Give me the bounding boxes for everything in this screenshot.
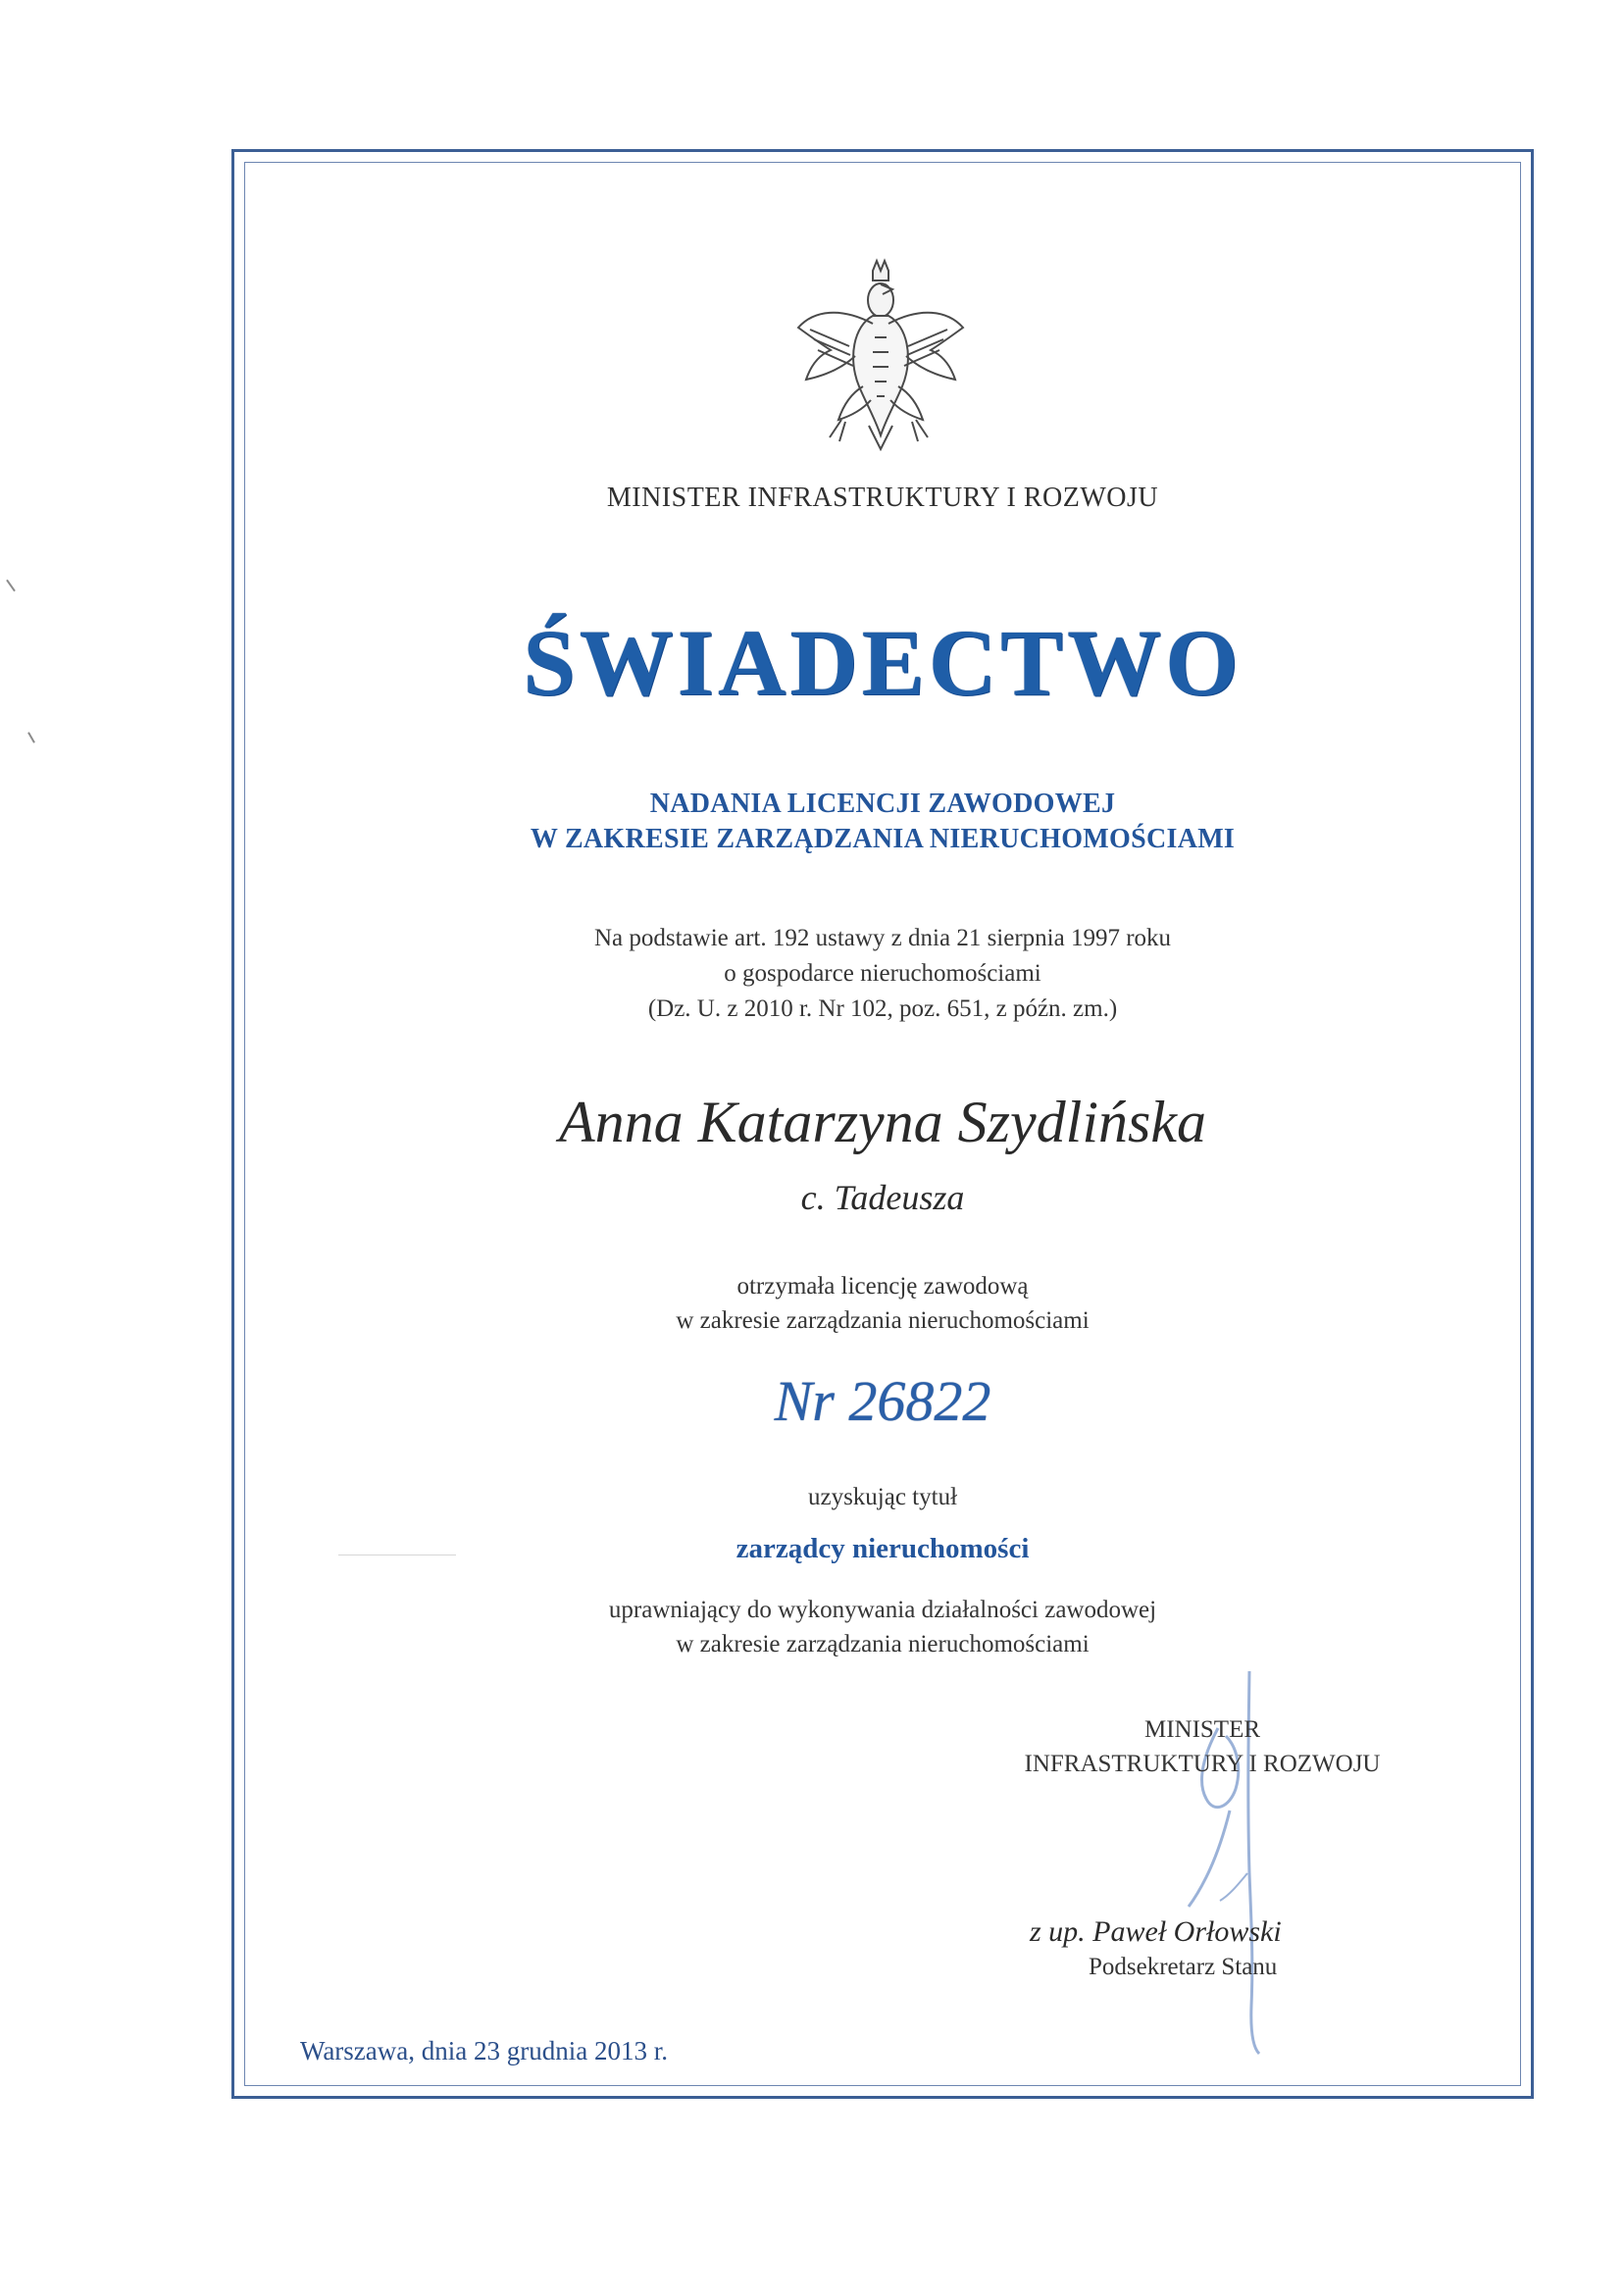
signature-block-line2: INFRASTRUKTURY I ROZWOJU xyxy=(1024,1751,1381,1777)
signer-name: z up. Paweł Orłowski xyxy=(1030,1915,1282,1948)
place-and-date: Warszawa, dnia 23 grudnia 2013 r. xyxy=(300,2036,668,2065)
received-license-line1: otrzymała licencję zawodową xyxy=(736,1273,1029,1300)
title-intro: uzyskując tytuł xyxy=(807,1484,958,1510)
legal-basis-line1: Na podstawie art. 192 ustawy z dnia 21 sierpnia 1997 roku xyxy=(593,925,1172,951)
polish-eagle-emblem-icon xyxy=(790,257,967,451)
scan-artifact xyxy=(6,580,16,592)
entitlement-line1: uprawniający do wykonywania działalności zawodowej xyxy=(608,1597,1157,1623)
legal-basis-line2: o gospodarce nieruchomościami xyxy=(724,960,1041,987)
legal-basis-line3: (Dz. U. z 2010 r. Nr 102, poz. 651, z późn. zm.) xyxy=(647,995,1118,1022)
issuer-heading: MINISTER INFRASTRUKTURY I ROZWOJU xyxy=(606,483,1159,513)
scan-artifact xyxy=(27,732,35,742)
signature-block-line1: MINISTER xyxy=(1143,1716,1261,1743)
license-holder-name: Anna Katarzyna Szydlińska xyxy=(559,1090,1206,1154)
license-number: Nr 26822 xyxy=(774,1369,991,1433)
certificate-title: ŚWIADECTWO xyxy=(523,610,1243,715)
certificate-subtitle-line1: NADANIA LICENCJI ZAWODOWEJ xyxy=(649,789,1116,819)
license-holder-parent: c. Tadeusza xyxy=(800,1178,965,1217)
signer-role: Podsekretarz Stanu xyxy=(1089,1954,1278,1980)
received-license-line2: w zakresie zarządzania nieruchomościami xyxy=(676,1307,1090,1334)
professional-title: zarządcy nieruchomości xyxy=(736,1533,1030,1564)
certificate-subtitle-line2: W ZAKRESIE ZARZĄDZANIA NIERUCHOMOŚCIAMI xyxy=(530,824,1236,854)
entitlement-line2: w zakresie zarządzania nieruchomościami xyxy=(676,1631,1090,1657)
